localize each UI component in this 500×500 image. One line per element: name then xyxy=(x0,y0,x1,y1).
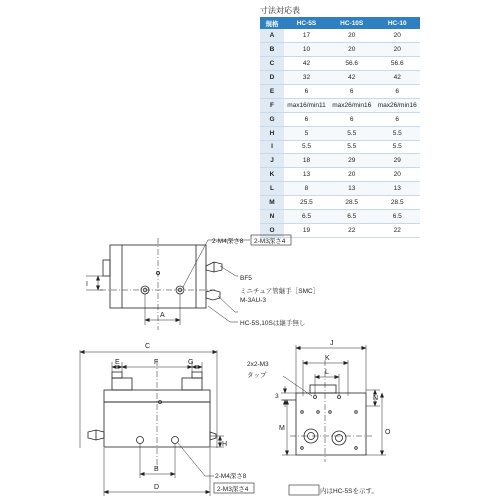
top-view xyxy=(86,235,291,330)
note-fitting: ミニチュア管継手［SMC］ xyxy=(240,288,320,295)
row-value: 20 xyxy=(329,168,375,182)
label-N: N xyxy=(373,395,379,402)
row-value: max26/min16 xyxy=(374,98,420,112)
top-view-side-cap xyxy=(103,260,110,276)
row-value: 42 xyxy=(284,56,329,70)
row-key: L xyxy=(260,182,284,196)
side-jaw xyxy=(310,385,336,393)
label-M: M xyxy=(279,425,285,432)
row-value: 20 xyxy=(329,29,375,42)
row-value: 6 xyxy=(374,112,420,126)
row-value: 5 xyxy=(284,126,329,140)
row-value: 17 xyxy=(284,29,329,42)
row-key: K xyxy=(260,168,284,182)
front-finger-right xyxy=(192,372,202,378)
row-value: 20 xyxy=(374,29,420,42)
row-value: 5.5 xyxy=(374,140,420,154)
row-value: 42 xyxy=(329,70,375,84)
row-key: D xyxy=(260,70,284,84)
row-value: 6.5 xyxy=(329,210,375,224)
note-bf5: BF5 xyxy=(240,275,252,282)
front-jaw-right xyxy=(182,378,202,390)
label-L: L xyxy=(325,369,329,376)
row-value: 6 xyxy=(329,112,375,126)
row-value: 28.5 xyxy=(374,196,420,210)
row-value: 13 xyxy=(329,182,375,196)
label-D: D xyxy=(154,484,160,491)
row-value: 29 xyxy=(374,154,420,168)
row-key: E xyxy=(260,84,284,98)
row-value: 6 xyxy=(374,84,420,98)
row-key: I xyxy=(260,140,284,154)
front-jaw-left xyxy=(112,378,132,390)
row-key: M xyxy=(260,196,284,210)
row-value: 25.5 xyxy=(284,196,329,210)
row-key: G xyxy=(260,112,284,126)
front-hole-right xyxy=(172,437,179,444)
label-K: K xyxy=(325,355,330,362)
row-value: 13 xyxy=(374,182,420,196)
row-key: A xyxy=(260,29,284,42)
side-view xyxy=(281,345,386,495)
note-no-fitting: HC-5S,10Sは継手無し xyxy=(240,320,306,327)
row-value: 6.5 xyxy=(284,210,329,224)
row-key: B xyxy=(260,42,284,56)
row-value: 29 xyxy=(329,154,375,168)
row-key: H xyxy=(260,126,284,140)
row-value: 42 xyxy=(374,70,420,84)
row-value: 8 xyxy=(284,182,329,196)
note-front-m4: 2-M4深さ8 xyxy=(215,473,247,480)
row-value: max26/min16 xyxy=(329,98,375,112)
note-tap: 2x2-M3 xyxy=(247,361,269,368)
note-tap-2: タップ xyxy=(247,372,267,379)
label-H: H xyxy=(222,441,228,448)
header-hc-5s: HC-5S xyxy=(284,17,329,29)
note-top-m4: 2-M4深さ8 xyxy=(212,238,244,245)
label-A: A xyxy=(160,312,165,319)
row-value: 20 xyxy=(374,168,420,182)
row-value: max16/min11 xyxy=(284,98,329,112)
label-F: F xyxy=(154,359,159,366)
label-B: B xyxy=(154,466,159,473)
row-value: 6 xyxy=(284,112,329,126)
row-value: 5.5 xyxy=(329,140,375,154)
row-value: 5.5 xyxy=(329,126,375,140)
legend-text: 内はHC-5Sを示す。 xyxy=(320,488,378,495)
row-value: 56.6 xyxy=(329,56,375,70)
row-value: 5.5 xyxy=(374,126,420,140)
row-value: 18 xyxy=(284,154,329,168)
label-E: E xyxy=(115,359,120,366)
note-fitting-model: M-3AU-3 xyxy=(240,297,267,304)
row-value: 22 xyxy=(374,224,420,238)
row-value: 6 xyxy=(329,84,375,98)
row-key: N xyxy=(260,210,284,224)
front-hole-left xyxy=(137,437,144,444)
row-value: 13 xyxy=(284,168,329,182)
side-body xyxy=(296,393,366,455)
top-fitting xyxy=(206,262,222,300)
header-hc-10s: HC-10S xyxy=(329,17,375,29)
header-spec: 規格 xyxy=(260,17,284,29)
side-port-right xyxy=(332,431,346,445)
label-3: 3 xyxy=(275,393,279,400)
row-value: 10 xyxy=(284,42,329,56)
row-key: J xyxy=(260,154,284,168)
row-value: 20 xyxy=(374,42,420,56)
label-J: J xyxy=(330,340,334,347)
note-front-m3: 2-M3深さ4 xyxy=(217,486,249,493)
row-value: 20 xyxy=(329,42,375,56)
note-top-m3: 2-M3深さ4 xyxy=(254,238,286,245)
row-value: 56.6 xyxy=(374,56,420,70)
label-I: I xyxy=(86,281,88,288)
row-value: 6.5 xyxy=(374,210,420,224)
table-title: 寸法対応表 xyxy=(260,6,300,15)
row-value: 5.5 xyxy=(284,140,329,154)
row-key: F xyxy=(260,98,284,112)
row-key: C xyxy=(260,56,284,70)
row-value: 32 xyxy=(284,70,329,84)
label-G: G xyxy=(188,359,194,366)
row-key: O xyxy=(260,224,284,238)
header-hc-10: HC-10 xyxy=(374,17,420,29)
row-value: 28.5 xyxy=(329,196,375,210)
row-value: 19 xyxy=(284,224,329,238)
row-value: 22 xyxy=(329,224,375,238)
label-C: C xyxy=(145,343,151,350)
label-O: O xyxy=(385,429,391,436)
legend-box xyxy=(289,485,319,495)
front-finger-left xyxy=(112,372,122,378)
row-value: 6 xyxy=(284,84,329,98)
